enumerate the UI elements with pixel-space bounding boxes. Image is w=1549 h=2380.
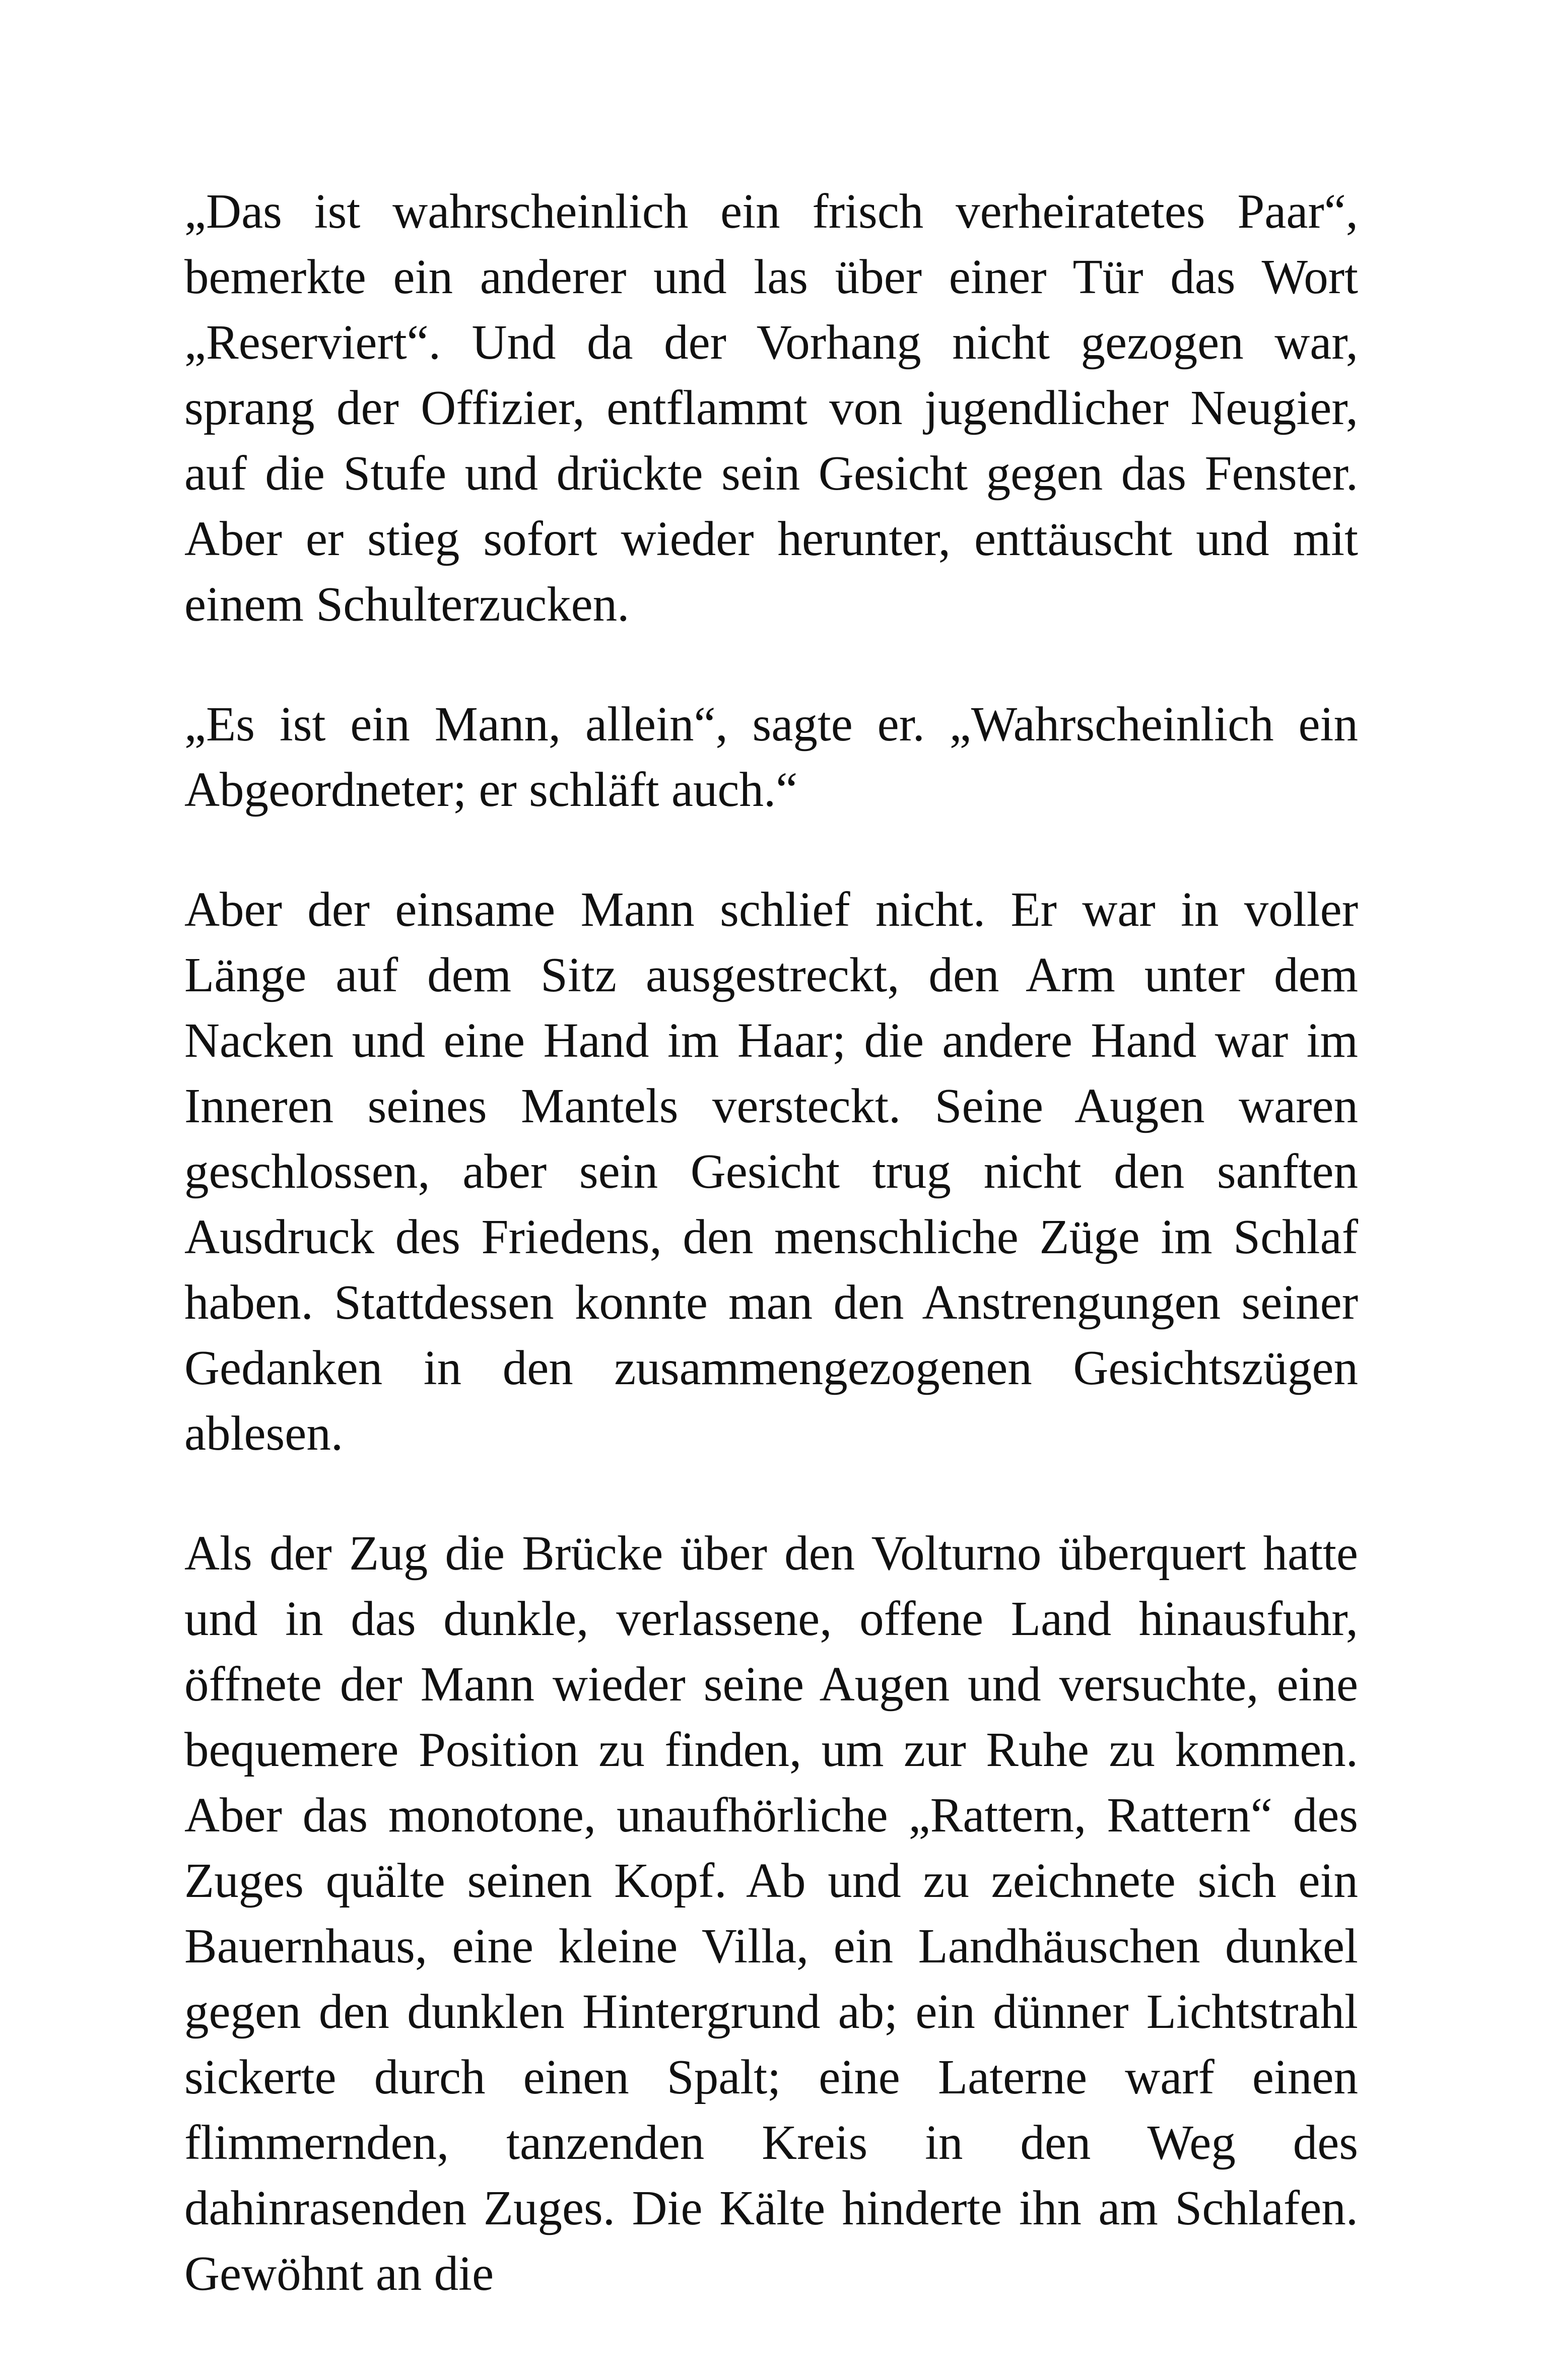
paragraph-3: Aber der einsame Mann schlief nicht. Er war in voller Länge auf dem Sitz ausgestreckt, den Arm unter dem Nacken und eine Hand im Haar; die andere Hand war im Inneren seines Mantels versteckt. Seine Augen waren geschlossen, aber sein Gesicht trug nicht den sanften Ausdruck des Friedens, den menschliche Züge im Schlaf haben. Stattdessen konnte man den Anstrengungen seiner Gedanken in den zusammengezogenen Gesichtszügen ablesen. bbox=[184, 882, 1358, 1460]
paragraph-2: „Es ist ein Mann, allein“, sagte er. „Wahrscheinlich ein Abgeordneter; er schläft auch.“ bbox=[184, 697, 1358, 817]
body-text bbox=[184, 179, 1358, 2306]
paragraph-4: Als der Zug die Brücke über den Volturno überquert hatte und in das dunkle, verlassene, offene Land hinausfuhr, öffnete der Mann wieder seine Augen und versuchte, eine bequemere Position zu finden, um zur Ruhe zu kommen. Aber das monotone, unaufhörliche „Rattern, Rattern“ des Zuges quälte seinen Kopf. Ab und zu zeichnete sich ein Bauernhaus, eine kleine Villa, ein Landhäuschen dunkel gegen den dunklen Hintergrund ab; ein dünner Lichtstrahl sickerte durch einen Spalt; eine Laterne warf einen flimmernden, tanzenden Kreis in den Weg des dahinrasenden Zuges. Die Kälte hinderte ihn am Schlafen. Gewöhnt an die bbox=[184, 1526, 1358, 2300]
paragraph-1: „Das ist wahrscheinlich ein frisch verheiratetes Paar“, bemerkte ein anderer und las über einer Tür das Wort „Reserviert“. Und da der Vorhang nicht gezogen war, sprang der Offizier, entflammt von jugendlicher Neugier, auf die Stufe und drückte sein Gesicht gegen das Fenster. Aber er stieg sofort wieder herunter, enttäuscht und mit einem Schulterzucken. bbox=[184, 184, 1358, 631]
